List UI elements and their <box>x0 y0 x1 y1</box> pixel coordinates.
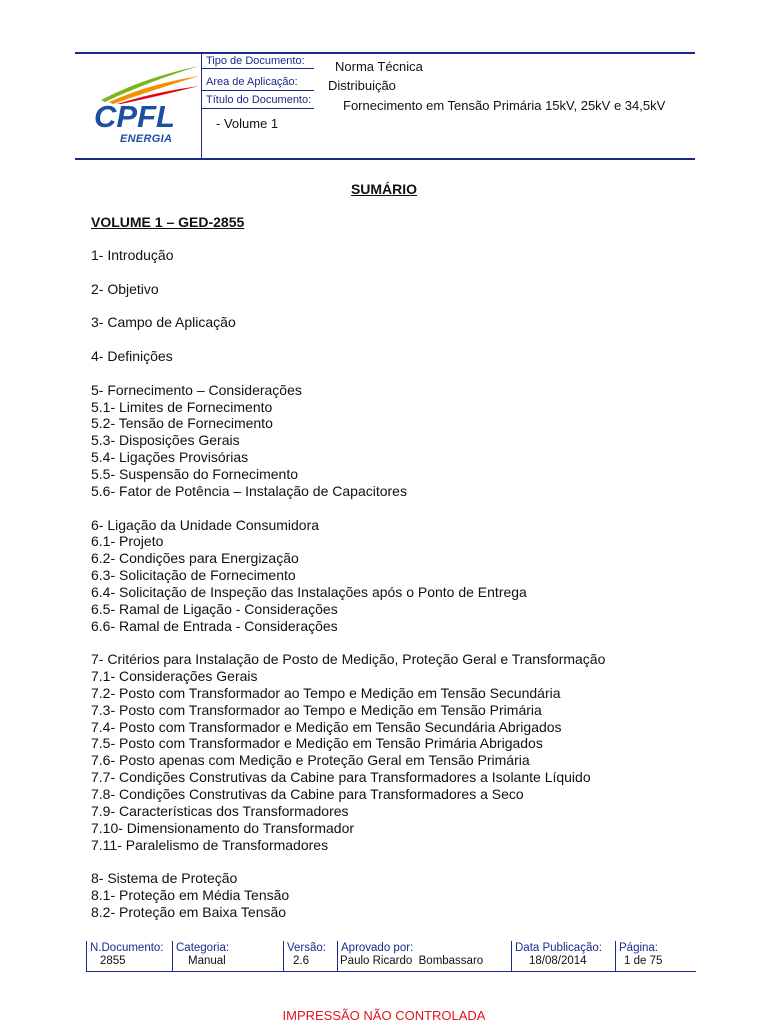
date-value: 18/08/2014 <box>529 955 587 967</box>
document-footer <box>86 941 696 972</box>
summary-title <box>0 181 768 197</box>
toc-entry: 7.1- Considerações Gerais <box>91 668 258 685</box>
footer-version <box>283 941 337 971</box>
toc-entry: 5- Fornecimento – Considerações <box>91 381 302 398</box>
toc-entry: 7.7- Condições Construtivas da Cabine para Transformadores a Isolante Líquido <box>91 769 591 786</box>
summary-title-text: SUMÁRIO <box>350 181 418 197</box>
toc-entry: 1- Introdução <box>91 247 174 263</box>
logo-subtitle: ENERGIA <box>120 133 173 145</box>
toc-entry: 8.2- Proteção em Baixa Tensão <box>91 903 287 920</box>
approved-value: Paulo Ricardo Bombassaro <box>340 955 484 967</box>
doc-type-value: Norma Técnica <box>335 59 423 74</box>
footer-doc-number <box>86 941 172 971</box>
doc-number-value: 2855 <box>100 955 126 967</box>
cpfl-logo-swoosh-icon <box>95 64 203 104</box>
header-row-line <box>202 108 314 109</box>
footer-date <box>511 941 615 971</box>
footer-approved <box>337 941 511 971</box>
version-value: 2.6 <box>293 955 309 967</box>
toc-entry: 5.2- Tensão de Fornecimento <box>91 415 273 432</box>
header-bottom-rule <box>75 158 695 160</box>
toc-entry: 7.6- Posto apenas com Medição e Proteção Geral em Tensão Primária <box>91 752 530 769</box>
toc-entry: 6.1- Projeto <box>91 533 164 550</box>
toc-entry: 6.5- Ramal de Ligação - Considerações <box>91 600 338 617</box>
toc-entry: 7.5- Posto com Transformador e Medição em Tensão Primária Abrigados <box>91 735 543 752</box>
area-value: Distribuição <box>328 78 396 93</box>
toc-entry: 7.2- Posto com Transformador ao Tempo e Medição em Tensão Secundária <box>91 684 561 701</box>
company-logo <box>81 62 199 150</box>
table-of-contents <box>91 247 731 921</box>
doc-type-label: Tipo de Documento: <box>206 55 305 67</box>
approved-label: Aprovado por: <box>341 942 414 954</box>
toc-entry: 4- Definições <box>91 348 173 365</box>
version-label: Versão: <box>287 942 326 954</box>
volume-label: - Volume 1 <box>216 116 279 131</box>
area-label: Area de Aplicação: <box>206 76 298 88</box>
toc-entry: 3- Campo de Aplicação <box>91 314 236 331</box>
toc-entry: 5.1- Limites de Fornecimento <box>91 398 273 415</box>
toc-entry: 5.5- Suspensão do Fornecimento <box>91 465 299 482</box>
footer-page <box>615 941 696 971</box>
toc-entry: 6.6- Ramal de Entrada - Considerações <box>91 617 338 634</box>
toc-entry: 7.4- Posto com Transformador e Medição em Tensão Secundária Abrigados <box>91 718 562 735</box>
toc-entry: 7- Critérios para Instalação de Posto de Medição, Proteção Geral e Transformação <box>91 651 606 668</box>
toc-entry: 7.3- Posto com Transformador ao Tempo e Medição em Tensão Primária <box>91 701 542 718</box>
footer-category <box>172 941 283 971</box>
page-value: 1 de 75 <box>624 955 663 967</box>
toc-entry: 7.10- Dimensionamento do Transformador <box>91 819 355 836</box>
header-row-line <box>202 68 314 69</box>
document-title: Fornecimento em Tensão Primária 15kV, 25kV e 34,5kV <box>343 98 666 113</box>
header-top-rule <box>75 52 695 54</box>
toc-entry: 7.8- Condições Construtivas da Cabine para Transformadores a Seco <box>91 786 524 802</box>
uncontrolled-print-notice: IMPRESSÃO NÃO CONTROLADA <box>282 1008 486 1023</box>
logo-wordmark: CPFL <box>94 99 175 134</box>
date-label: Data Publicação: <box>515 942 602 954</box>
toc-entry: 5.3- Disposições Gerais <box>91 432 240 449</box>
toc-entry: 6.2- Condições para Energização <box>91 550 299 567</box>
toc-entry: 5.4- Ligações Provisórias <box>91 449 249 466</box>
volume-heading: VOLUME 1 – GED-2855 <box>91 214 245 230</box>
category-value: Manual <box>188 955 226 967</box>
toc-entry: 6- Ligação da Unidade Consumidora <box>91 516 320 533</box>
toc-entry: 5.6- Fator de Potência – Instalação de Capacitores <box>91 482 407 499</box>
toc-entry: 2- Objetivo <box>91 280 159 297</box>
page-label: Página: <box>619 942 659 954</box>
toc-entry: 8.1- Proteção em Média Tensão <box>91 887 290 904</box>
header-row-line <box>202 90 314 91</box>
toc-entry: 6.4- Solicitação de Inspeção das Instalações após o Ponto de Entrega <box>91 583 527 600</box>
title-label: Título do Documento: <box>206 94 312 106</box>
category-label: Categoria: <box>176 942 230 954</box>
doc-number-label: N.Documento: <box>90 942 164 954</box>
document-header <box>75 52 695 160</box>
toc-entry: 8- Sistema de Proteção <box>91 870 238 887</box>
toc-entry: 7.9- Características dos Transformadores <box>91 802 349 819</box>
toc-entry: 7.11- Paralelismo de Transformadores <box>91 836 329 853</box>
toc-entry: 6.3- Solicitação de Fornecimento <box>91 567 296 584</box>
